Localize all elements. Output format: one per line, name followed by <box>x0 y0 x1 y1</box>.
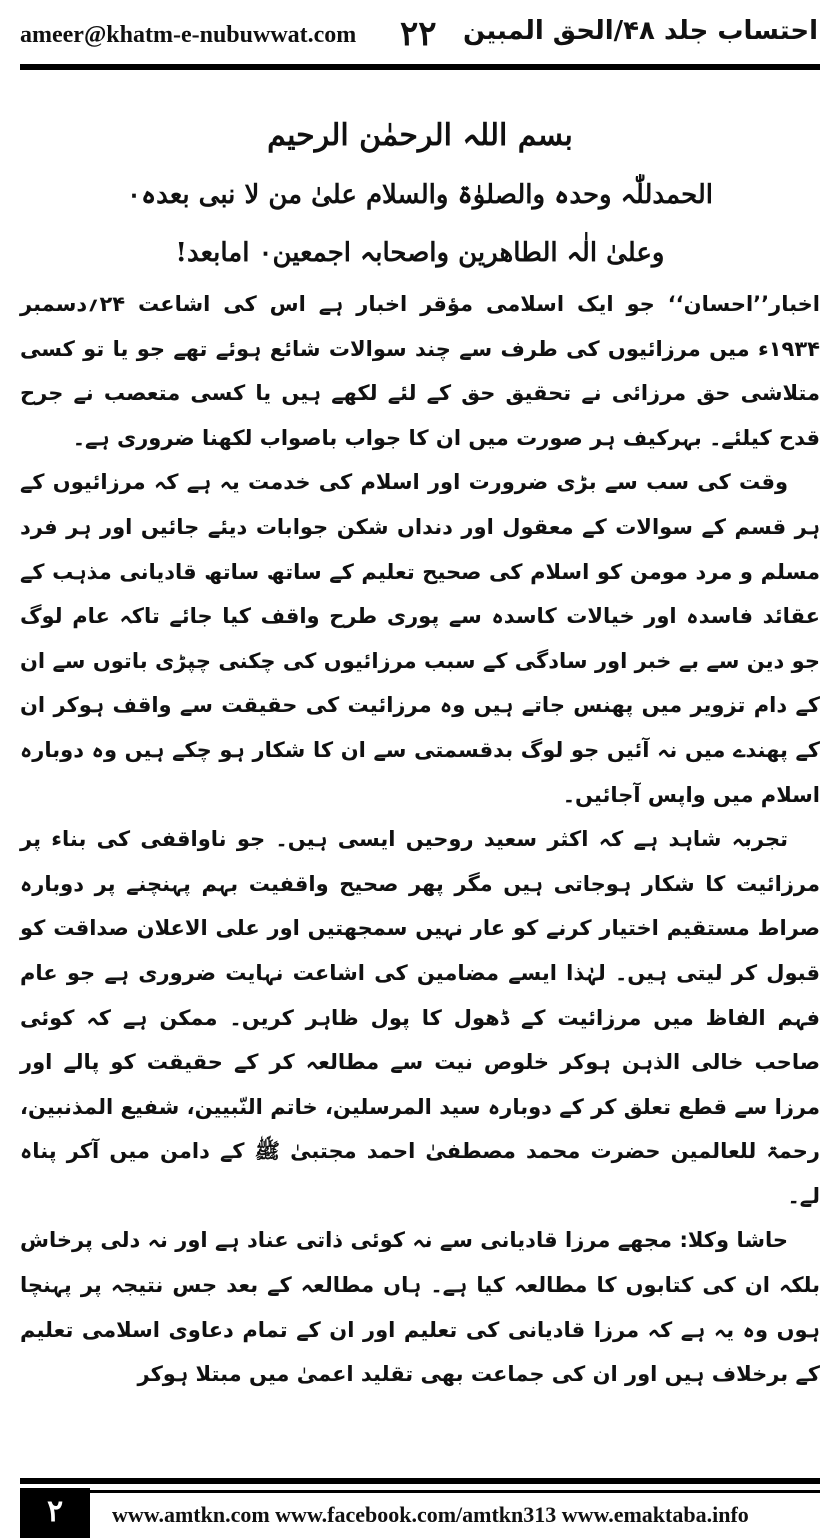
paragraph-3: تجربہ شاہد ہے کہ اکثر سعید روحیں ایسی ہیں۔ جو ناواقفی کی بناء پر مرزائیت کا شکار ہوجاتی ہیں مگر پھر صحیح واقفیت بہم پہنچنے پر دوبارہ صراط مستقیم اختیار کرنے کو عار نہیں سمجھتیں اور علی الاعلان صداقت کو قبول کر لیتی ہیں۔ لہٰذا ایسے مضامین کی اشاعت نہایت ضروری ہے جو عام فہم الفاظ میں مرزائیت کے ڈھول کا پول ظاہر کریں۔ ممکن ہے کہ کوئی صاحب خالی الذہن ہوکر خلوص نیت سے مطالعہ کر کے حقیقت کو پالے اور مرزا سے قطع تعلق کر کے دوبارہ سید المرسلین، خاتم النّبیین، شفیع المذنبین، رحمۃ للعالمین حضرت محمد مصطفیٰ احمد مجتبیٰ ﷺ کے دامن میں آکر پناہ لے۔ <box>20 827 820 1208</box>
header-journal-title: احتساب جلد ۴۸/الحق المبین <box>463 16 818 46</box>
header-divider <box>20 64 820 70</box>
bismillah-calligraphy: بسم اللہ الرحمٰن الرحیم <box>267 118 573 153</box>
header-email[interactable]: ameer@khatm-e-nubuwwat.com <box>20 22 357 48</box>
page-footer <box>20 1478 820 1528</box>
footer-divider-thin <box>90 1490 820 1493</box>
hamd-line-1: الحمدللّٰہ وحدہ والصلوٰۃ والسلام علیٰ من لا نبی بعدہ۰ <box>126 180 714 210</box>
page-header <box>0 0 840 70</box>
header-page-number: ۲۲ <box>400 14 437 54</box>
footer-website-links[interactable]: www.amtkn.com www.facebook.com/amtkn313 www.emaktaba.info <box>112 1502 749 1527</box>
paragraph-1: اخبار’’احسان‘‘ جو ایک اسلامی مؤقر اخبار ہے اس کی اشاعت ۲۴؍دسمبر ۱۹۳۴ء میں مرزائیوں کی طرف سے چند سوالات شائع ہوئے تھے جو یا تو کسی متلاشی حق مرزائی نے تحقیق حق کے لئے لکھے ہیں یا کسی متعصب نے جرح قدح کیلئے۔ بہرکیف ہر صورت میں ان کا جواب باصواب لکھنا ضروری ہے۔ <box>20 292 820 450</box>
paragraph-2: وقت کی سب سے بڑی ضرورت اور اسلام کی خدمت یہ ہے کہ مرزائیوں کے ہر قسم کے سوالات کے معقول اور دنداں شکن جوابات دیئے جائیں اور ہر فرد مسلم و مرد مومن کو اسلام کی صحیح تعلیم کے ساتھ ساتھ قادیانی مذہب کے عقائد فاسدہ اور خیالات کاسدہ سے پوری طرح واقف کیا جائے تاکہ عام لوگ جو دین سے بے خبر اور سادگی کے سبب مرزائیوں کی چکنی چپڑی باتوں سے ان کے دام تزویر میں پھنس جاتے ہیں وہ مرزائیت کی حقیقت سے واقف ہوکر ان کے پھندے میں نہ آئیں جو لوگ بدقسمتی سے ان کا شکار ہو چکے ہیں وہ دوبارہ اسلام میں واپس آجائیں۔ <box>20 470 820 807</box>
footer-divider <box>20 1478 820 1484</box>
page-body <box>20 106 820 1397</box>
footer-page-number: ۲ <box>20 1488 90 1538</box>
hamd-line-2: وعلیٰ الٰہ الطاھرین واصحابہ اجمعین۰ امابعد! <box>175 238 665 268</box>
paragraph-4: حاشا وکلا: مجھے مرزا قادیانی سے نہ کوئی ذاتی عناد ہے اور نہ دلی پرخاش بلکہ ان کی کتابوں کا مطالعہ کیا ہے۔ ہاں مطالعہ کے بعد جس نتیجہ پر پہنچا ہوں وہ یہ ہے کہ مرزا قادیانی کی تعلیم اور ان کے تمام دعاوی اسلامی تعلیم کے برخلاف ہیں اور ان کی جماعت بھی تقلید اعمیٰ میں مبتلا ہوکر <box>20 1228 820 1387</box>
